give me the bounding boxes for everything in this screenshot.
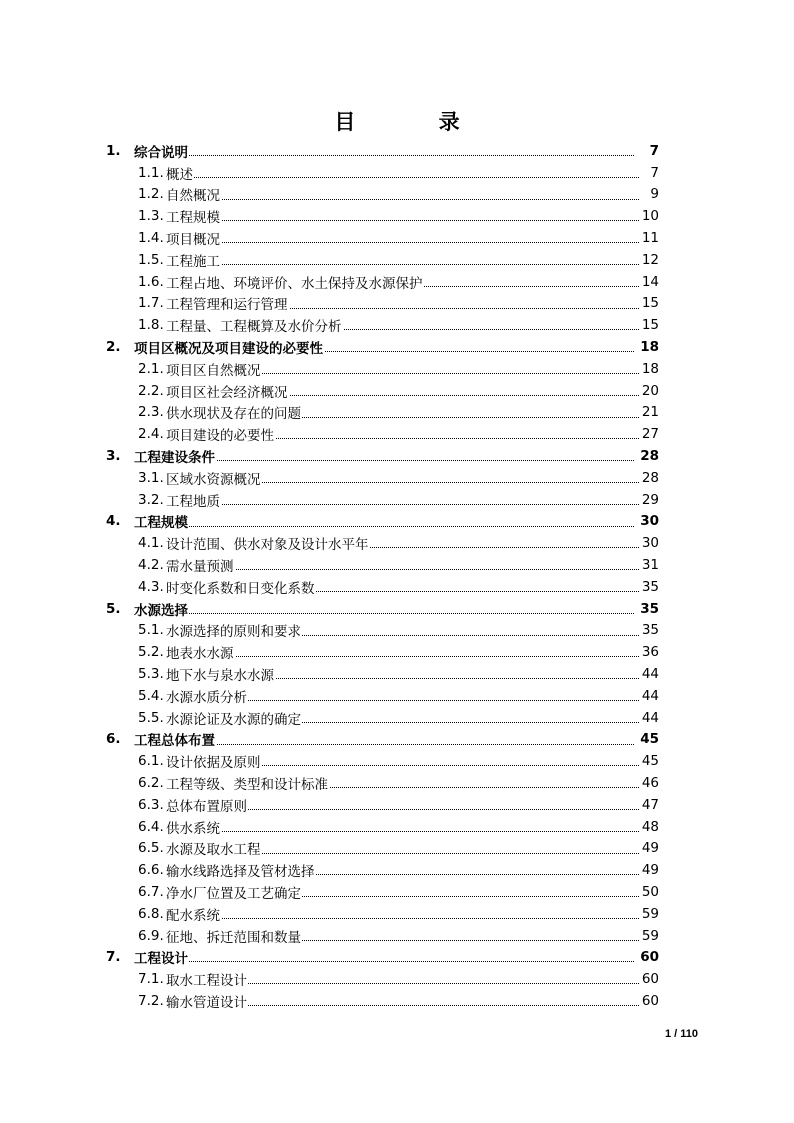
toc-entry-number: 5.3. [138, 666, 164, 683]
toc-entry-number: 4.2. [138, 557, 164, 574]
toc-dot-leader [166, 504, 639, 505]
toc-entry-page: 35 [641, 578, 659, 595]
toc-entry-page: 35 [641, 622, 659, 639]
toc-entry-page: 20 [641, 382, 659, 399]
toc-entry-page: 15 [641, 317, 659, 334]
toc-section-entry[interactable] [0, 990, 794, 1012]
toc-entry-title: 工程量、工程概算及水价分析 [166, 315, 343, 335]
toc-entry-page: 50 [641, 883, 659, 900]
toc-section-entry[interactable] [0, 859, 794, 881]
toc-entry-page: 35 [640, 600, 659, 617]
toc-entry-title: 项目建设的必要性 [166, 424, 275, 444]
toc-entry-page: 59 [641, 927, 659, 944]
toc-chapter-entry[interactable] [0, 336, 794, 358]
toc-entry-title: 工程占地、环境评价、水土保持及水源保护 [166, 272, 424, 292]
toc-entry-page: 18 [640, 339, 659, 356]
toc-entry-number: 1. [106, 142, 121, 159]
toc-entry-title: 综合说明 [134, 141, 189, 161]
toc-entry-title: 工程规模 [166, 206, 221, 226]
toc-entry-page: 31 [641, 557, 659, 574]
toc-entry-page: 30 [640, 513, 659, 530]
toc-section-entry[interactable] [0, 554, 794, 576]
toc-entry-number: 6.3. [138, 796, 164, 813]
toc-section-entry[interactable] [0, 620, 794, 642]
toc-section-entry[interactable] [0, 903, 794, 925]
toc-entry-page: 21 [641, 404, 659, 421]
toc-entry-number: 6.1. [138, 753, 164, 770]
toc-entry-number: 1.6. [138, 273, 164, 290]
toc-section-entry[interactable] [0, 489, 794, 511]
toc-entry-title: 项目区概况及项目建设的必要性 [134, 337, 324, 357]
toc-section-entry[interactable] [0, 184, 794, 206]
toc-chapter-entry[interactable] [0, 511, 794, 533]
toc-section-entry[interactable] [0, 205, 794, 227]
toc-entry-number: 1.5. [138, 251, 164, 268]
toc-entry-number: 3.2. [138, 491, 164, 508]
toc-chapter-entry[interactable] [0, 140, 794, 162]
toc-entry-page: 28 [641, 469, 659, 486]
toc-dot-leader [166, 242, 639, 243]
toc-entry-number: 2.3. [138, 404, 164, 421]
toc-section-entry[interactable] [0, 402, 794, 424]
page-indicator: 1 / 110 [664, 1028, 698, 1040]
toc-entry-number: 4. [106, 513, 121, 530]
toc-dot-leader [134, 961, 634, 962]
toc-entry-title: 项目概况 [166, 228, 221, 248]
toc-section-entry[interactable] [0, 641, 794, 663]
toc-section-entry[interactable] [0, 249, 794, 271]
toc-entry-number: 1.3. [138, 208, 164, 225]
toc-entry-page: 11 [641, 230, 659, 247]
toc-section-entry[interactable] [0, 423, 794, 445]
toc-entry-number: 2.2. [138, 382, 164, 399]
toc-entry-page: 59 [641, 905, 659, 922]
toc-entry-title: 水源选择 [134, 599, 189, 619]
toc-entry-page: 30 [641, 535, 659, 552]
toc-section-entry[interactable] [0, 314, 794, 336]
toc-entry-number: 6.7. [138, 883, 164, 900]
toc-section-entry[interactable] [0, 576, 794, 598]
toc-section-entry[interactable] [0, 772, 794, 794]
toc-entry-number: 6.5. [138, 840, 164, 857]
toc-entry-page: 27 [641, 426, 659, 443]
toc-section-entry[interactable] [0, 750, 794, 772]
toc-entry-title: 总体布置原则 [166, 795, 248, 815]
toc-dot-leader [134, 526, 634, 527]
toc-entry-title: 工程设计 [134, 947, 189, 967]
toc-entry-number: 7. [106, 949, 121, 966]
toc-entry-number: 4.1. [138, 535, 164, 552]
toc-entry-page: 45 [640, 731, 659, 748]
toc-entry-number: 5.2. [138, 644, 164, 661]
toc-entry-number: 7.1. [138, 971, 164, 988]
toc-chapter-entry[interactable] [0, 946, 794, 968]
toc-entry-page: 28 [640, 448, 659, 465]
toc-entry-title: 地下水与泉水水源 [166, 664, 275, 684]
toc-entry-title: 工程建设条件 [134, 446, 216, 466]
page-title: 目 录 [334, 110, 498, 134]
toc-entry-page: 29 [641, 491, 659, 508]
toc-entry-title: 输水管道设计 [166, 991, 248, 1011]
toc-entry-page: 12 [641, 251, 659, 268]
toc-section-entry[interactable] [0, 227, 794, 249]
toc-entry-number: 5.1. [138, 622, 164, 639]
toc-entry-number: 5.5. [138, 709, 164, 726]
toc-entry-title: 工程等级、类型和设计标准 [166, 773, 329, 793]
toc-dot-leader [134, 155, 634, 156]
toc-entry-page: 14 [641, 273, 659, 290]
toc-entry-title: 设计范围、供水对象及设计水平年 [166, 533, 370, 553]
toc-entry-number: 1.4. [138, 230, 164, 247]
toc-entry-number: 4.3. [138, 578, 164, 595]
toc-chapter-entry[interactable] [0, 445, 794, 467]
toc-entry-title: 水源选择的原则和要求 [166, 620, 302, 640]
toc-entry-page: 48 [641, 818, 659, 835]
toc-dot-leader [166, 199, 639, 200]
toc-entry-number: 2.4. [138, 426, 164, 443]
toc-entry-page: 36 [641, 644, 659, 661]
toc-entry-page: 60 [640, 949, 659, 966]
toc-dot-leader [166, 656, 639, 657]
toc-entry-page: 49 [641, 840, 659, 857]
toc-section-entry[interactable] [0, 685, 794, 707]
toc-entry-title: 工程规模 [134, 511, 189, 531]
toc-entry-page: 7 [649, 142, 659, 159]
toc-dot-leader [134, 613, 634, 614]
toc-entry-title: 地表水水源 [166, 642, 235, 662]
toc-entry-title: 水源论证及水源的确定 [166, 708, 302, 728]
toc-entry-page: 45 [641, 753, 659, 770]
toc-entry-page: 7 [650, 164, 659, 181]
toc-entry-page: 46 [641, 775, 659, 791]
toc-chapter-entry[interactable] [0, 729, 794, 751]
toc-entry-page: 47 [641, 796, 659, 813]
toc-entry-page: 44 [641, 687, 659, 704]
toc-entry-title: 区域水资源概况 [166, 468, 262, 488]
toc-dot-leader [166, 569, 639, 570]
toc-section-entry[interactable] [0, 968, 794, 990]
toc-entry-number: 6.9. [138, 927, 164, 944]
toc-entry-title: 需水量预测 [166, 555, 235, 575]
toc-dot-leader [166, 264, 639, 265]
toc-entry-page: 60 [641, 971, 659, 988]
toc-dot-leader [166, 918, 639, 919]
toc-entry-title: 项目区自然概况 [166, 359, 262, 379]
toc-entry-number: 6.6. [138, 862, 164, 879]
toc-section-entry[interactable] [0, 663, 794, 685]
toc-entry-number: 1.1. [138, 164, 164, 181]
toc-section-entry[interactable] [0, 838, 794, 860]
toc-entry-page: 15 [641, 295, 659, 312]
toc-dot-leader [166, 177, 639, 178]
toc-entry-number: 6.8. [138, 905, 164, 922]
toc-entry-page: 60 [641, 992, 659, 1009]
toc-entry-title: 净水厂位置及工艺确定 [166, 882, 302, 902]
toc-entry-title: 工程地质 [166, 490, 221, 510]
toc-entry-number: 3.1. [138, 469, 164, 486]
toc-chapter-entry[interactable] [0, 598, 794, 620]
toc-entry-number: 3. [106, 448, 121, 465]
toc-entry-title: 时变化系数和日变化系数 [166, 577, 316, 597]
toc-entry-title: 工程施工 [166, 250, 221, 270]
toc-entry-title: 水源及取水工程 [166, 838, 262, 858]
toc-entry-number: 7.2. [138, 992, 164, 1009]
toc-entry-page: 9 [650, 186, 659, 203]
toc-entry-page: 44 [641, 709, 659, 726]
toc-entry-title: 供水系统 [166, 817, 221, 837]
toc-section-entry[interactable] [0, 794, 794, 816]
toc-entry-title: 自然概况 [166, 184, 221, 204]
toc-section-entry[interactable] [0, 358, 794, 380]
toc-entry-number: 1.7. [138, 295, 164, 312]
toc-entry-title: 设计依据及原则 [166, 751, 262, 771]
toc-entry-page: 44 [641, 666, 659, 683]
toc-section-entry[interactable] [0, 162, 794, 184]
toc-entry-number: 1.8. [138, 317, 164, 334]
toc-entry-number: 2.1. [138, 360, 164, 377]
toc-section-entry[interactable] [0, 707, 794, 729]
toc-entry-title: 工程管理和运行管理 [166, 293, 289, 313]
toc-entry-title: 概述 [166, 163, 194, 183]
toc-entry-title: 供水现状及存在的问题 [166, 402, 302, 422]
toc-entry-title: 取水工程设计 [166, 969, 248, 989]
toc-entry-page: 49 [641, 862, 659, 879]
toc-section-entry[interactable] [0, 816, 794, 838]
toc-entry-number: 6.4. [138, 818, 164, 835]
toc-section-entry[interactable] [0, 467, 794, 489]
toc-entry-title: 配水系统 [166, 904, 221, 924]
toc-section-entry[interactable] [0, 881, 794, 903]
toc-entry-page: 10 [641, 208, 659, 225]
toc-entry-number: 6.2. [138, 775, 164, 791]
toc-section-entry[interactable] [0, 271, 794, 293]
toc-entry-number: 5. [106, 600, 121, 617]
toc-section-entry[interactable] [0, 293, 794, 315]
toc-entry-title: 项目区社会经济概况 [166, 381, 289, 401]
toc-entry-number: 2. [106, 339, 121, 356]
toc-dot-leader [166, 220, 639, 221]
toc-entry-number: 1.2. [138, 186, 164, 203]
toc-section-entry[interactable] [0, 532, 794, 554]
toc-entry-title: 输水线路选择及管材选择 [166, 860, 316, 880]
toc-entry-title: 水源水质分析 [166, 686, 248, 706]
toc-entry-number: 6. [106, 731, 121, 748]
table-of-contents [0, 140, 794, 1012]
toc-entry-page: 18 [641, 360, 659, 377]
toc-dot-leader [166, 831, 639, 832]
toc-section-entry[interactable] [0, 380, 794, 402]
toc-entry-number: 5.4. [138, 687, 164, 704]
toc-entry-title: 征地、拆迁范围和数量 [166, 926, 302, 946]
toc-section-entry[interactable] [0, 925, 794, 947]
toc-entry-title: 工程总体布置 [134, 729, 216, 749]
